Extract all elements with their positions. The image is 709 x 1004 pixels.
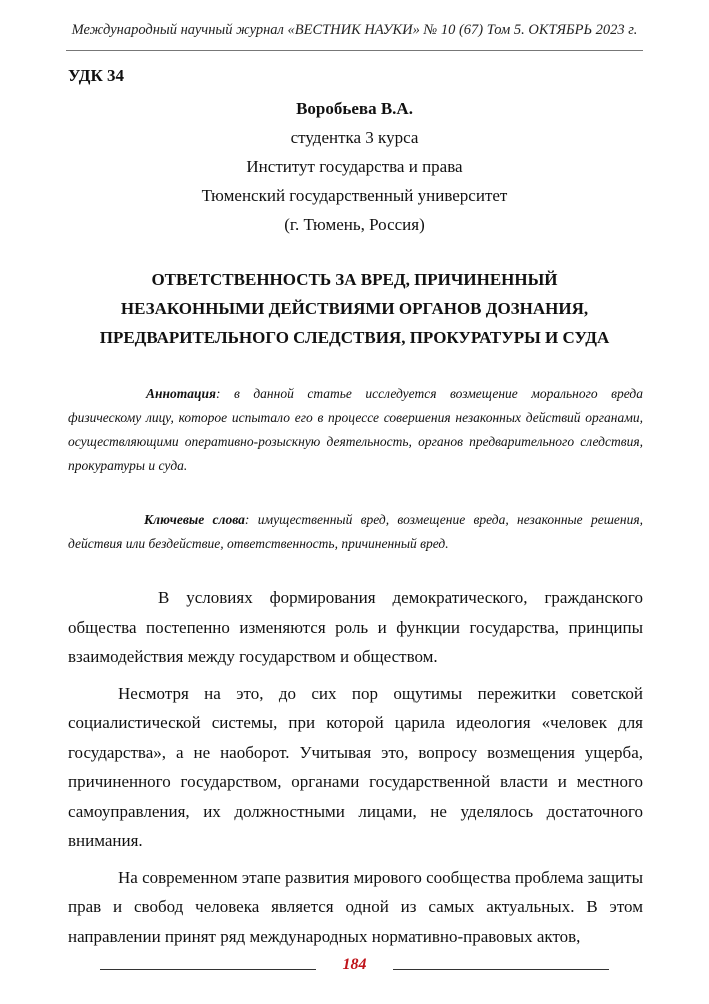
article-title (66, 265, 643, 352)
author-location: (г. Тюмень, Россия) (284, 215, 425, 234)
page-footer (100, 956, 609, 980)
author-name: Воробьева В.А. (296, 99, 413, 118)
keywords-label: Ключевые слова (144, 512, 245, 527)
title-line: ОТВЕТСТВЕННОСТЬ ЗА ВРЕД, ПРИЧИНЕННЫЙ (151, 270, 558, 289)
article-body (68, 583, 643, 958)
author-university: Тюменский государственный университет (201, 186, 508, 205)
keywords (68, 508, 643, 556)
annotation (68, 382, 643, 478)
header-divider (66, 50, 643, 51)
body-paragraph: Несмотря на это, до сих пор ощутимы пережитки советской социалистической системы, при которой царила идеология «человек для государства», а не наоборот. Учитывая это, вопросу возмещения ущерба, причиненного государством, органами государственной власти и местного самоуправления, их должностными лицами, не уделялось достаточного внимания. (68, 683, 643, 850)
udc-code: УДК 34 (68, 66, 125, 85)
annotation-text: : в данной статье исследуется возмещение морального вреда физическому лицу, которое испытало его в процессе совершения незаконных действий органами, осуществляющими оперативно-розыскную деятельность, органов предварительного следствия, прокуратуры и суда. (68, 386, 643, 473)
keywords-text: : имущественный вред, возмещение вреда, незаконные решения, действия или бездействие, ответственность, причиненный вред. (68, 512, 643, 551)
body-paragraph: В условиях формирования демократического, гражданского общества постепенно изменяются роль и функции государства, принципы взаимодействия между государством и обществом. (68, 588, 643, 666)
page-number: 184 (342, 956, 367, 973)
author-position: студентка 3 курса (290, 128, 419, 147)
footer-rule-right (393, 969, 609, 970)
author-block (66, 94, 643, 239)
title-line: ПРЕДВАРИТЕЛЬНОГО СЛЕДСТВИЯ, ПРОКУРАТУРЫ И СУДА (99, 328, 610, 347)
annotation-label: Аннотация (146, 386, 216, 401)
journal-header: Международный научный журнал «ВЕСТНИК НАУКИ» № 10 (67) Том 5. ОКТЯБРЬ 2023 г. (71, 22, 638, 38)
body-paragraph: На современном этапе развития мирового сообщества проблема защиты прав и свобод человека является одной из самых актуальных. В этом направлении принят ряд международных нормативно-правовых актов, (68, 867, 643, 946)
author-institute: Институт государства и права (246, 157, 463, 176)
title-line: НЕЗАКОННЫМИ ДЕЙСТВИЯМИ ОРГАНОВ ДОЗНАНИЯ, (120, 299, 589, 318)
